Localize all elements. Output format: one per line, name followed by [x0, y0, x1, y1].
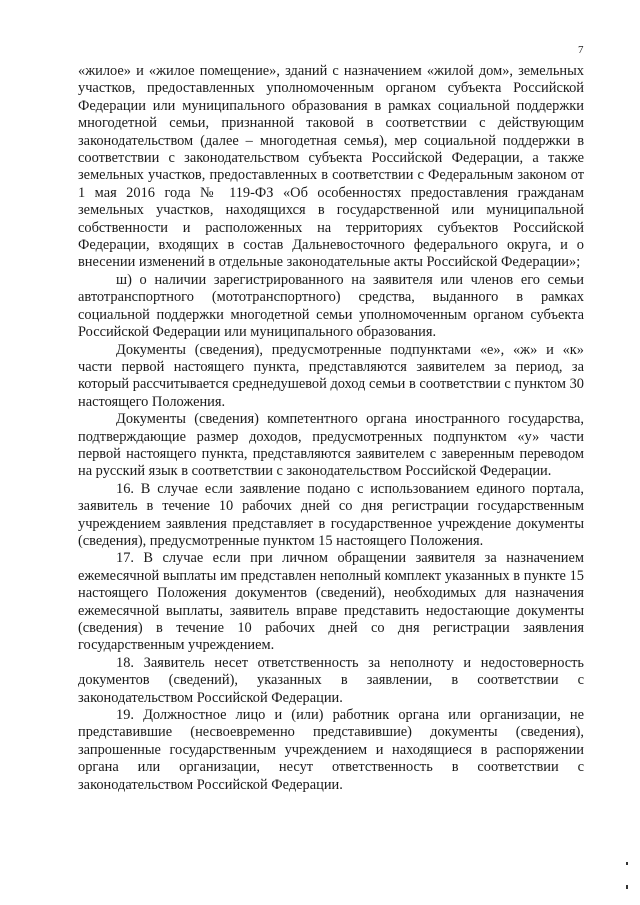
paragraph-subitem-sh: ш) о наличии зарегистрированного на заявителя или членов его семьи автотранспортного (мототранспортного) средства, выданного в рамках социальной поддержки многодетной семьи уполномоченным органом субъекта Российской Федерации или муниципального образования.: [78, 271, 584, 341]
paragraph-19: 19. Должностное лицо и (или) работник органа или организации, не представившие (несвоевременно представившие) документы (сведения), запрошенные государственным учреждением и находящиеся в распоряжении органа или организации, несут ответственность в соответствии с законодательством Российской Федерации.: [78, 707, 584, 793]
paragraph-foreign-documents: Документы (сведения) компетентного органа иностранного государства, подтверждающие размер доходов, предусмотренных подпунктом «у» части первой настоящего пункта, представляются заявителем с заверенным переводом на русский язык в соответствии с законодательством Российской Федерации.: [78, 411, 584, 480]
page-number: 7: [578, 44, 584, 56]
document-body: [78, 63, 584, 794]
scan-mark-top: [626, 862, 628, 865]
paragraph-17: 17. В случае если при личном обращении заявителя за назначением ежемесячной выплаты им представлен неполный комплект указанных в пункте 15 настоящего Положения документов (сведений), необходимых для назначения ежемесячной выплаты, заявитель вправе представить недостающие документы (сведения) в течение 10 рабочих дней со дня регистрации заявления государственным учреждением.: [78, 550, 584, 654]
paragraph-18: 18. Заявитель несет ответственность за неполноту и недостоверность документов (сведений), указанных в заявлении, в соответствии с законодательством Российской Федерации.: [78, 654, 584, 706]
scan-mark-bottom: [626, 885, 628, 889]
paragraph-continuation: «жилое» и «жилое помещение», зданий с назначением «жилой дом», земельных участков, предоставленных уполномоченным органом субъекта Российской Федерации или муниципального образования в рамках социальной поддержки многодетной семьи, признанной таковой в соответствии с действующим законодательством (далее – многодетная семья), мер социальной поддержки в соответствии с законодательством субъекта Российской Федерации, а также земельных участков, предоставленных в соответствии с Федеральным законом от 1 мая 2016 года № 119-ФЗ «Об особенностях предоставления гражданам земельных участков, находящихся в государственной или муниципальной собственности и расположенных на территориях субъектов Российской Федерации, входящих в состав Дальневосточного федерального округа, и о внесении изменений в отдельные законодательные акты Российской Федерации»;: [78, 63, 584, 271]
paragraph-documents-period: Документы (сведения), предусмотренные подпунктами «е», «ж» и «к» части первой настоящего пункта, представляются заявителем за период, за который рассчитывается среднедушевой доход семьи в соответствии с пунктом 30 настоящего Положения.: [78, 341, 584, 410]
paragraph-16: 16. В случае если заявление подано с использованием единого портала, заявитель в течение 10 рабочих дней со дня регистрации государственным учреждением заявления представляет в государственное учреждение документы (сведения), предусмотренные пунктом 15 настоящего Положения.: [78, 480, 584, 549]
